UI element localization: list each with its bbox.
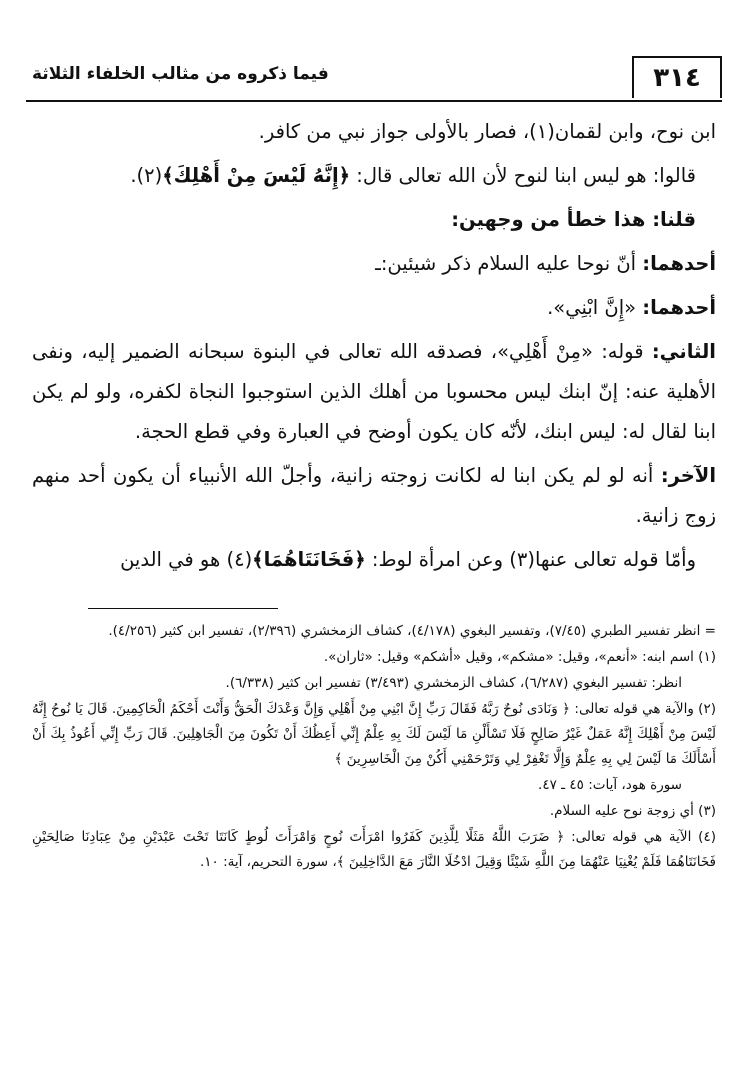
footnote-1: (١) اسم ابنه: «أنعم»، وقيل: «مشكم»، وقيل «أشكم» وقيل: «ثاران». [323, 649, 716, 665]
quran-quote-2: ﴿فَخَانَتَاهُمَا﴾ [252, 548, 366, 571]
footnote-ref-2: (٢). [130, 164, 163, 187]
paragraph-1: ابن نوح، وابن لقمان(١)، فصار بالأولى جواز نبي من كافر. [258, 120, 716, 143]
paragraph-6-keyword: الثاني: [651, 340, 716, 363]
paragraph-5-text: «إِنَّ ابْنِي». [547, 296, 643, 319]
paragraph-5 [32, 288, 716, 328]
footnote-2-source: سورة هود، آيات: ٤٥ ـ ٤٧. [538, 777, 682, 793]
page-number: ٣١٤ [632, 56, 722, 98]
footnote-continuation: = انظر تفسير الطبري (٧/٤٥)، وتفسير البغوي (٤/١٧٨)، كشاف الزمخشري (٢/٣٩٦)، تفسير ابن كثير (٤/٢٥٦). [108, 623, 716, 639]
footnotes [26, 619, 722, 875]
book-page [26, 48, 722, 876]
paragraph-8 [32, 540, 716, 580]
paragraph-6 [32, 332, 716, 452]
paragraph-7 [32, 456, 716, 536]
paragraph-4-keyword: أحدهما: [642, 252, 716, 275]
footnote-divider [88, 608, 278, 609]
footnote-4: (٤) الآية هي قوله تعالى: ﴿ ضَرَبَ اللَّهُ مَثَلًا لِلَّذِينَ كَفَرُوا امْرَأَتَ نُوحٍ وَامْرَأَتَ لُوطٍ كَانَتَا تَحْتَ عَبْدَيْنِ مِنْ عِبَادِنَا صَالِحَيْنِ فَخَانَتَاهُمَا فَلَمْ يُغْنِيَا عَنْهُمَا مِنَ اللَّهِ شَيْئًا وَقِيلَ ادْخُلَا النَّارَ مَعَ الدَّاخِلِينَ ﴾، سورة التحريم، آية: ١٠. [32, 829, 716, 870]
paragraph-4-text: أنّ نوحا عليه السلام ذكر شيئين:ـ [375, 252, 643, 275]
paragraph-3 [32, 200, 716, 240]
paragraph-2-text: قالوا: هو ليس ابنا لنوح لأن الله تعالى قال: [350, 164, 696, 187]
paragraph-7-text: أنه لو لم يكن ابنا له لكانت زوجته زانية، وأجلّ الله الأنبياء أن يكون أحد منهم زوج زانية. [32, 464, 716, 527]
paragraph-2 [32, 156, 716, 196]
footnote-1-sources: انظر: تفسير البغوي (٦/٢٨٧)، كشاف الزمخشري (٣/٤٩٣) تفسير ابن كثير (٦/٣٣٨). [225, 675, 682, 691]
footnote-3: (٣) أي زوجة نوح عليه السلام. [549, 803, 716, 819]
paragraph-5-keyword: أحدهما: [642, 296, 716, 319]
main-text [26, 112, 722, 580]
paragraph-8-text: وأمّا قوله تعالى عنها(٣) وعن امرأة لوط: [365, 548, 696, 571]
paragraph-7-keyword: الآخر: [660, 464, 716, 487]
paragraph-4 [32, 244, 716, 284]
quran-quote-1: ﴿إِنَّهُ لَيْسَ مِنْ أَهْلِكَ﴾ [162, 164, 351, 187]
running-title: فيما ذكروه من مثالب الخلفاء الثلاثة [32, 64, 329, 84]
paragraph-8-end: (٤) هو في الدين [120, 548, 253, 571]
footnote-2: (٢) والآية هي قوله تعالى: ﴿ وَنَادَى نُوحٌ رَبَّهُ فَقَالَ رَبِّ إِنَّ ابْنِي مِنْ أَهْلِي وَإِنَّ وَعْدَكَ الْحَقُّ وَأَنْتَ أَحْكَمُ الْحَاكِمِينَ. قَالَ يَا نُوحُ إِنَّهُ لَيْسَ مِنْ أَهْلِكَ إِنَّهُ عَمَلٌ غَيْرُ صَالِحٍ فَلَا تَسْأَلْنِ مَا لَيْسَ لَكَ بِهِ عِلْمٌ إِنِّي أَعِظُكَ أَنْ تَكُونَ مِنَ الْجَاهِلِينَ. قَالَ رَبِّ إِنِّي أَعُوذُ بِكَ أَنْ أَسْأَلَكَ مَا لَيْسَ لِي بِهِ عِلْمٌ وَإِلَّا تَغْفِرْ لِي وَتَرْحَمْنِي أَكُنْ مِنَ الْخَاسِرِينَ ﴾ [32, 701, 716, 767]
paragraph-3-text: قلنا: هذا خطأ من وجهين: [451, 208, 696, 231]
paragraph-6-text: قوله: «مِنْ أَهْلِي»، فصدقه الله تعالى في البنوة سبحانه الضمير إليه، ونفى الأهلية عنه: إنّ ابنك ليس محسوبا من أهلك الذين استوجبوا النجاة لكفره، ولو لم يكن ابنا لقال له: ليس ابنك، لأنّه كان يكون أوضح في العبارة وفي قطع الحجة. [32, 340, 716, 443]
page-header [26, 48, 722, 102]
